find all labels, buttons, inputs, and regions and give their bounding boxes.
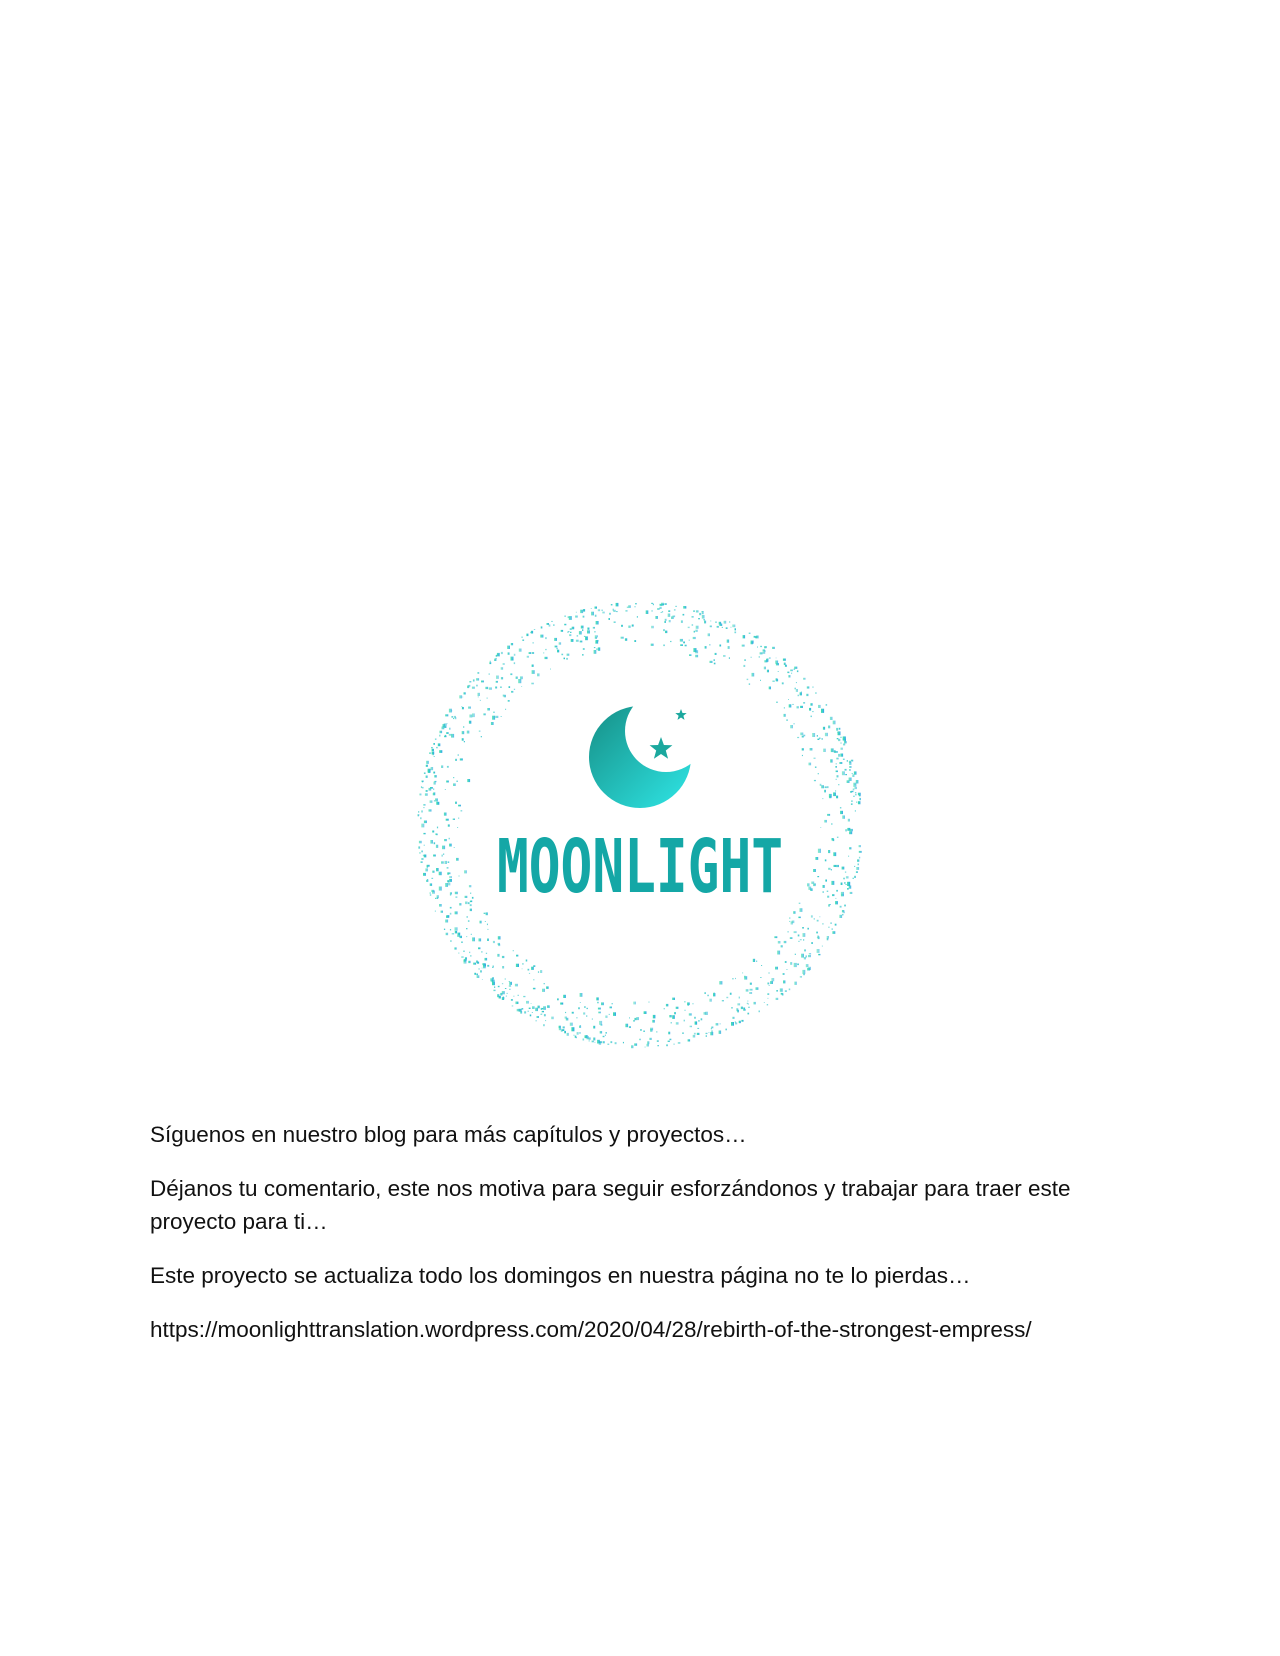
moonlight-logo [415, 600, 865, 1050]
star-icon [675, 709, 686, 720]
comment-paragraph: Déjanos tu comentario, este nos motiva para seguir esforzándonos y trabajar para traer este proyecto para ti… [150, 1176, 1071, 1234]
crescent-moon-icon [589, 706, 691, 808]
logo-wordmark: MOONLIGHT [497, 824, 783, 910]
follow-blog-paragraph: Síguenos en nuestro blog para más capítulos y proyectos… [150, 1122, 747, 1147]
moonlight-logo-graphic [415, 600, 865, 1050]
update-schedule-paragraph: Este proyecto se actualiza todo los domingos en nuestra página no te lo pierdas… [150, 1263, 971, 1288]
document-body [150, 1118, 1140, 1367]
blog-link[interactable]: https://moonlighttranslation.wordpress.com/2020/04/28/rebirth-of-the-strongest-empress/ [150, 1317, 1032, 1342]
